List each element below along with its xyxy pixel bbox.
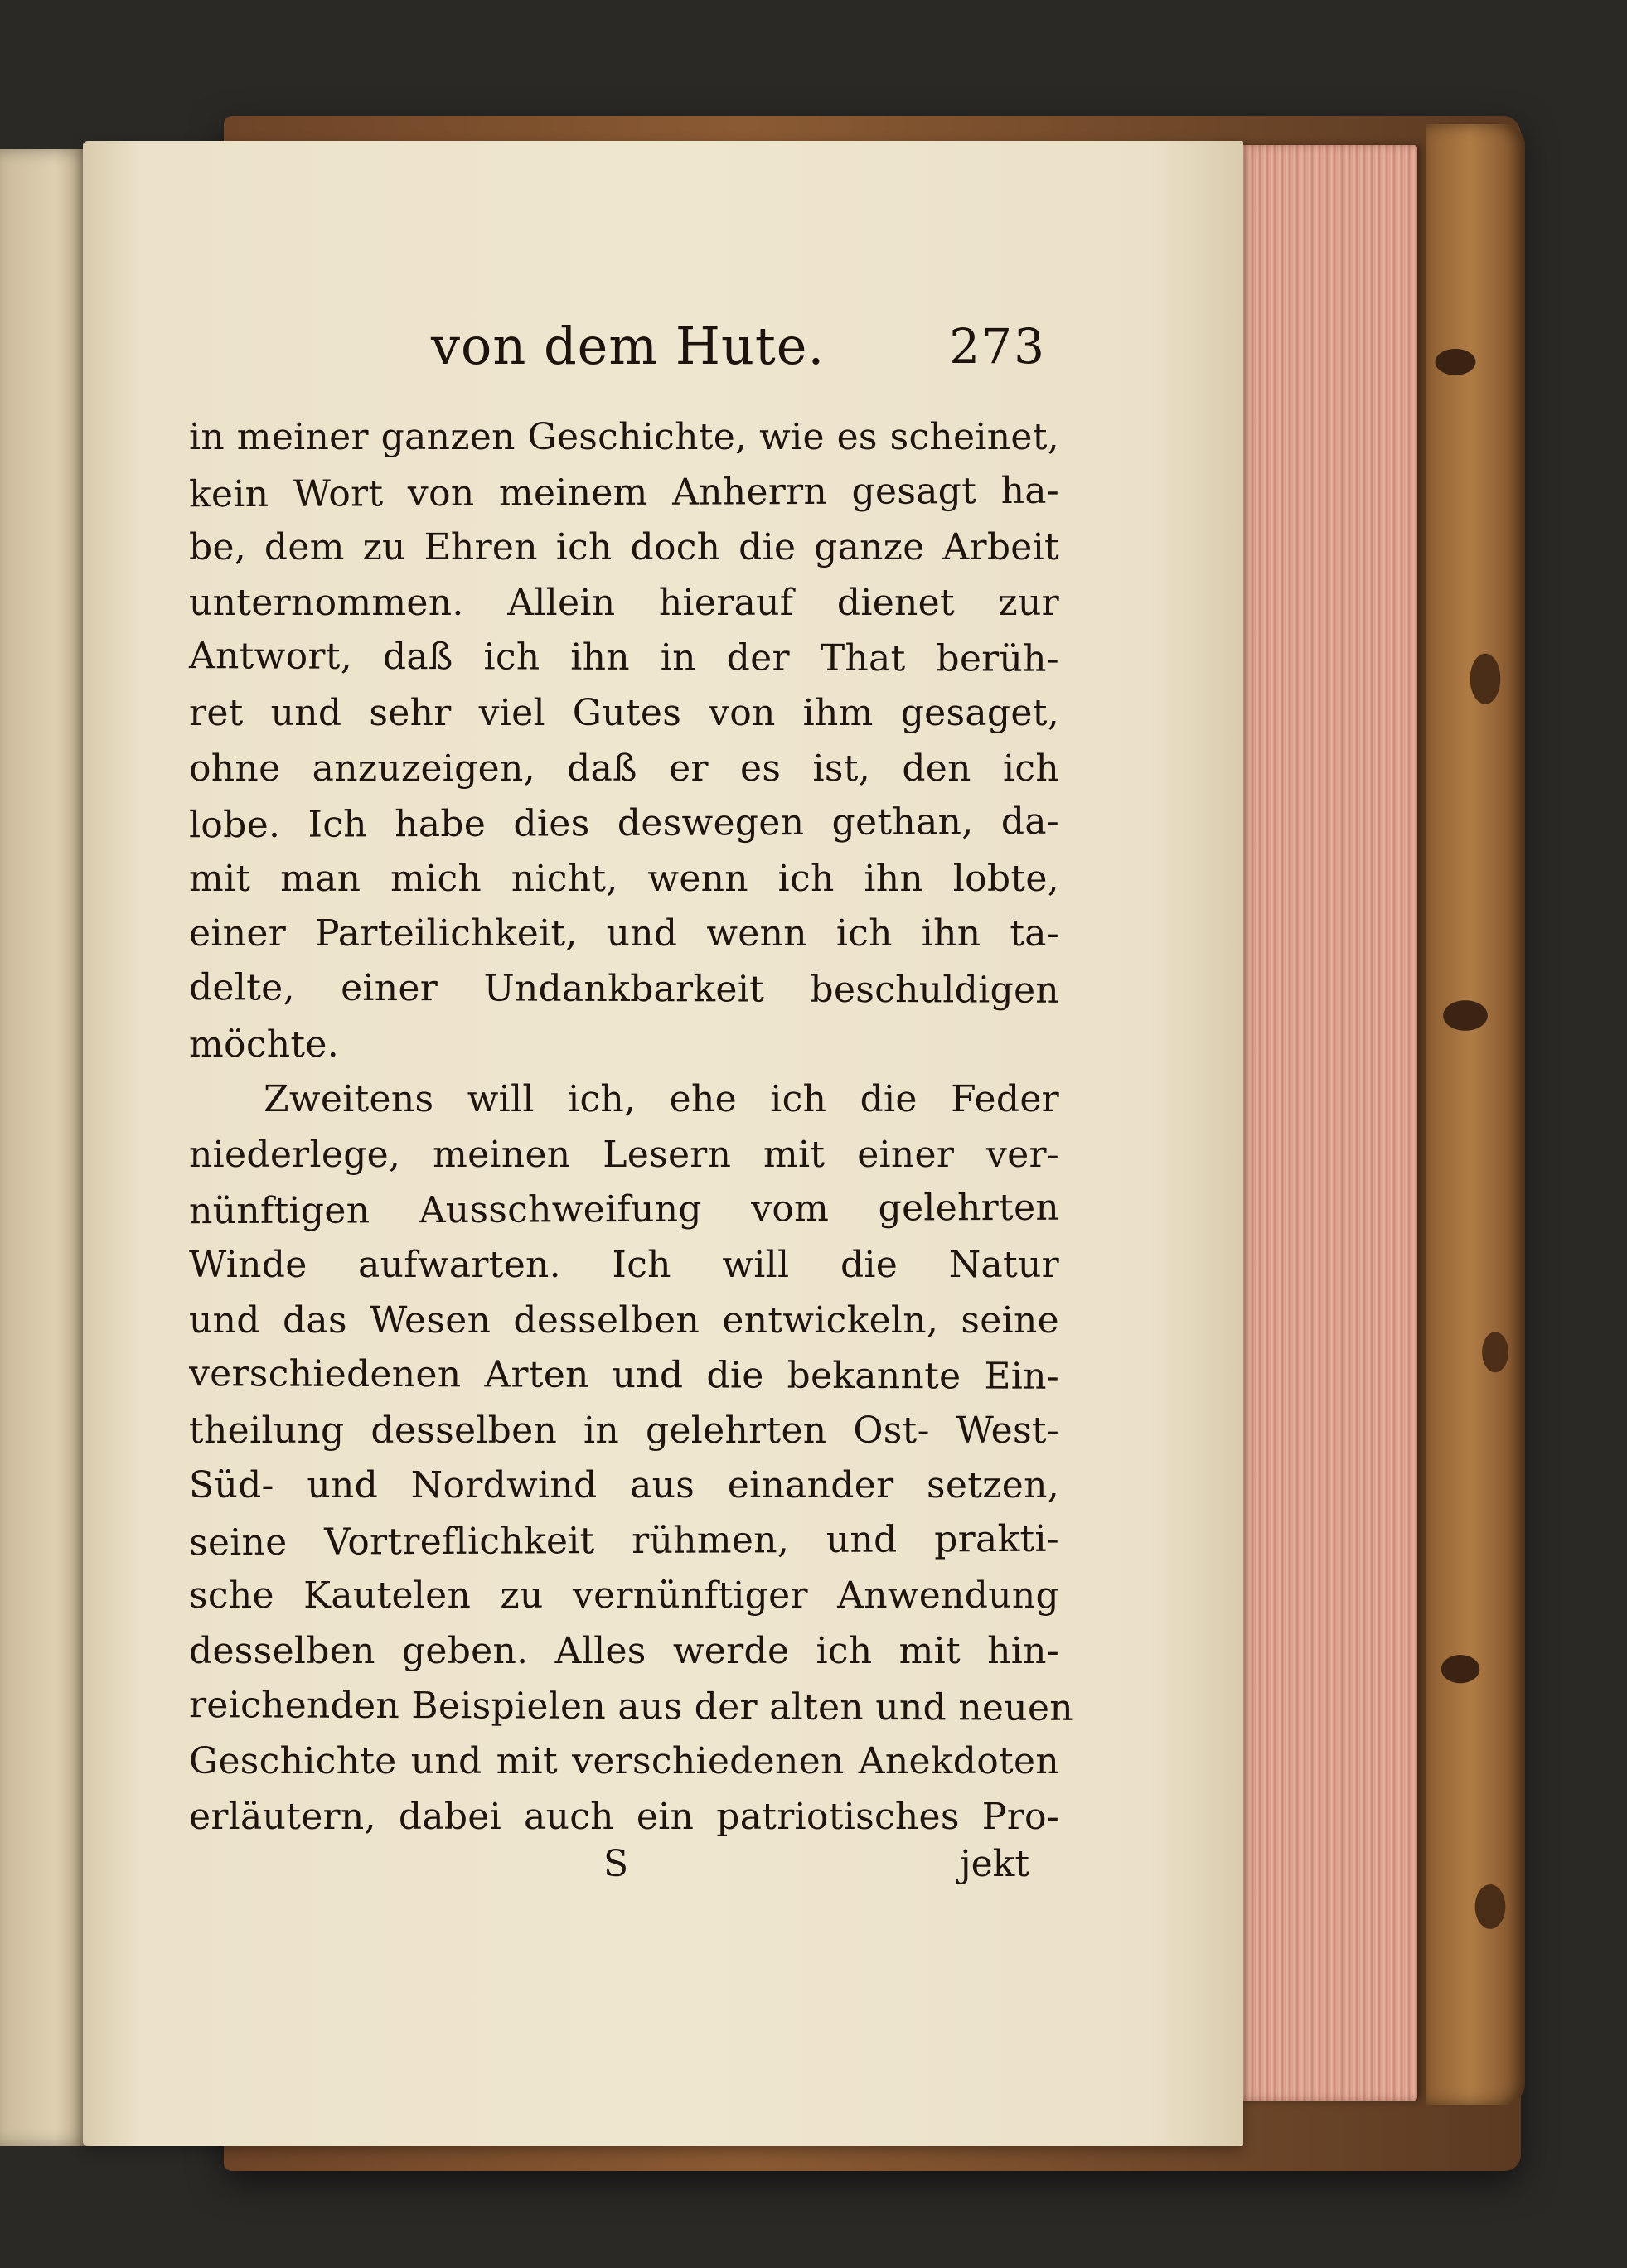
text-line: Geschichte und mit verschiedenen Anekdoten — [189, 1740, 1059, 1783]
text-line: Winde aufwarten. Ich will die Natur — [189, 1243, 1059, 1286]
text-line: ret und sehr viel Gutes von ihm gesaget, — [189, 691, 1059, 734]
text-line: be, dem zu Ehren ich doch die ganze Arbeit — [189, 526, 1059, 569]
text-line: erläutern, dabei auch ein patriotisches Pro- — [189, 1795, 1059, 1838]
text-line: einer Parteilichkeit, und wenn ich ihn ta- — [189, 912, 1059, 955]
text-line: sche Kautelen zu vernünftiger Anwendung — [189, 1574, 1059, 1618]
page-header — [191, 313, 1053, 380]
text-line: ohne anzuzeigen, daß er es ist, den ich — [189, 747, 1059, 790]
text-line: und das Wesen desselben entwickeln, seine — [189, 1298, 1059, 1342]
text-line: niederlege, meinen Lesern mit einer ver- — [189, 1133, 1059, 1176]
marbled-cover-edge — [1426, 124, 1525, 2105]
page-number: 273 — [949, 318, 1046, 375]
text-line: in meiner ganzen Geschichte, wie es scheinet, — [189, 416, 1059, 458]
text-line: seine Vortreflichkeit rühmen, und prakti- — [188, 1517, 1060, 1564]
text-line: theilung desselben in gelehrten Ost- West- — [189, 1409, 1059, 1452]
text-line: reichenden Beispielen aus der alten und neuen — [188, 1683, 1073, 1729]
signature-mark: S — [603, 1843, 629, 1885]
catchword: jekt — [959, 1843, 1029, 1885]
left-page-sliver — [0, 149, 91, 2146]
text-line: Zweitens will ich, ehe ich die Feder — [264, 1078, 1059, 1121]
text-line: verschiedenen Arten und die bekannte Ein- — [188, 1352, 1060, 1398]
text-line: mit man mich nicht, wenn ich ihn lobte, — [189, 857, 1059, 900]
text-line: lobe. Ich habe dies deswegen gethan, da- — [188, 800, 1060, 847]
text-line: Antwort, daß ich ihn in der That berüh- — [188, 635, 1060, 681]
text-line: Süd- und Nordwind aus einander setzen, — [189, 1464, 1059, 1507]
running-head: von dem Hute. — [431, 316, 826, 376]
text-line: delte, einer Undankbarkeit beschuldigen — [188, 966, 1060, 1012]
text-line: nünftigen Ausschweifung vom gelehrten — [188, 1187, 1060, 1233]
page-footer — [189, 1835, 1059, 1893]
text-line: unternommen. Allein hierauf dienet zur — [189, 581, 1059, 624]
text-line: möchte. — [189, 1023, 340, 1066]
text-line: desselben geben. Alles werde ich mit hin- — [189, 1630, 1059, 1673]
text-line: kein Wort von meinem Anherrn gesagt ha- — [188, 469, 1060, 515]
body-text — [188, 410, 1073, 1845]
